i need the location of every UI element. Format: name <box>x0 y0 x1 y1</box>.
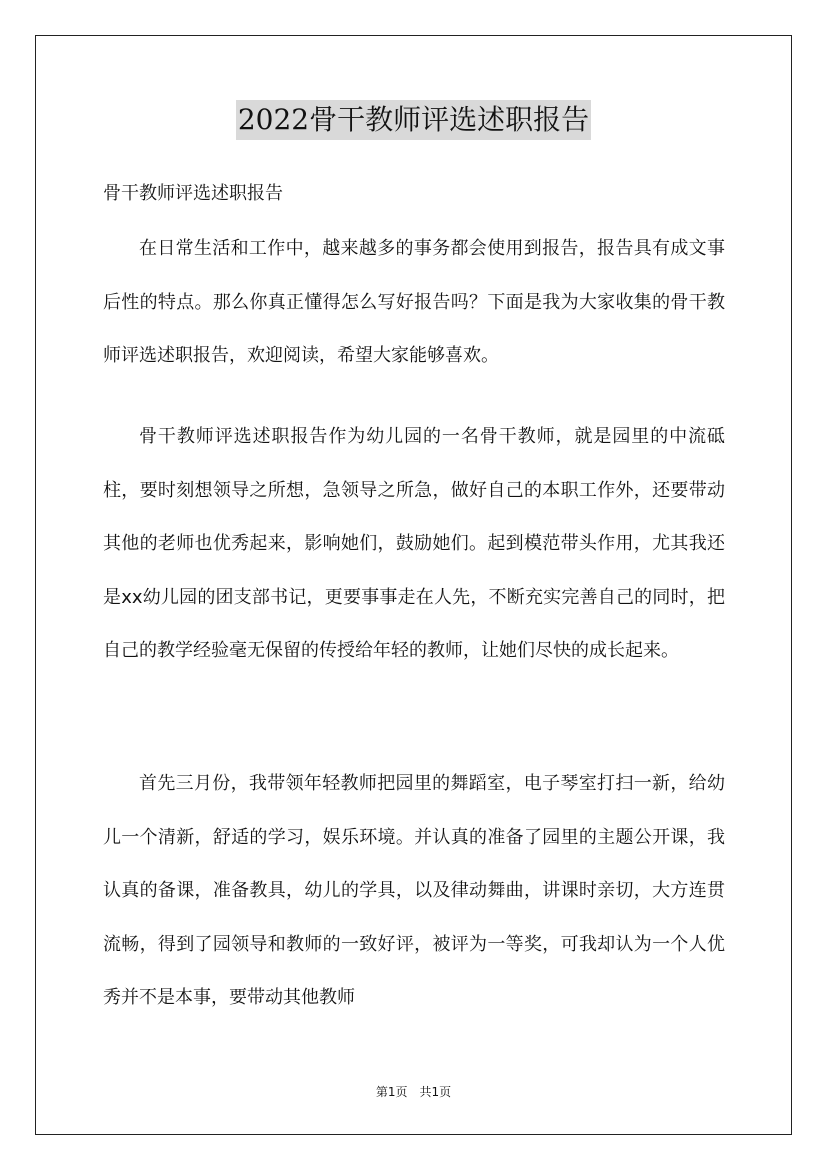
document-subtitle: 骨干教师评选述职报告 <box>103 183 283 204</box>
page-number-footer: 第1页 共1页 <box>375 1085 452 1099</box>
document-title: 2022骨干教师评选述职报告 <box>236 100 591 140</box>
paragraph-intro: 在日常生活和工作中，越来越多的事务都会使用到报告，报告具有成文事后性的特点。那么你真正懂得怎么写好报告吗？下面是我为大家收集的骨干教师评选述职报告，欢迎阅读，希望大家能够喜欢。 <box>103 238 725 366</box>
paragraph-march: 首先三月份，我带领年轻教师把园里的舞蹈室，电子琴室打扫一新，给幼儿一个清新，舒适的学习，娱乐环境。并认真的准备了园里的主题公开课，我认真的备课，准备教具，幼儿的学具，以及律动舞曲，讲课时亲切，大方连贯流畅，得到了园领导和教师的一致好评，被评为一等奖，可我却认为一个人优秀并不是本事，要带动其他教师 <box>103 773 725 1008</box>
title-container <box>0 100 827 140</box>
paragraph-main: 骨干教师评选述职报告作为幼儿园的一名骨干教师，就是园里的中流砥柱，要时刻想领导之所想，急领导之所急，做好自己的本职工作外，还要带动其他的老师也优秀起来，影响她们，鼓励她们。起到模范带头作用，尤其我还是xx幼儿园的团支部书记，更要事事走在人先，不断充实完善自己的同时，把自己的教学经验毫无保留的传授给年轻的教师，让她们尽快的成长起来。 <box>103 426 725 661</box>
